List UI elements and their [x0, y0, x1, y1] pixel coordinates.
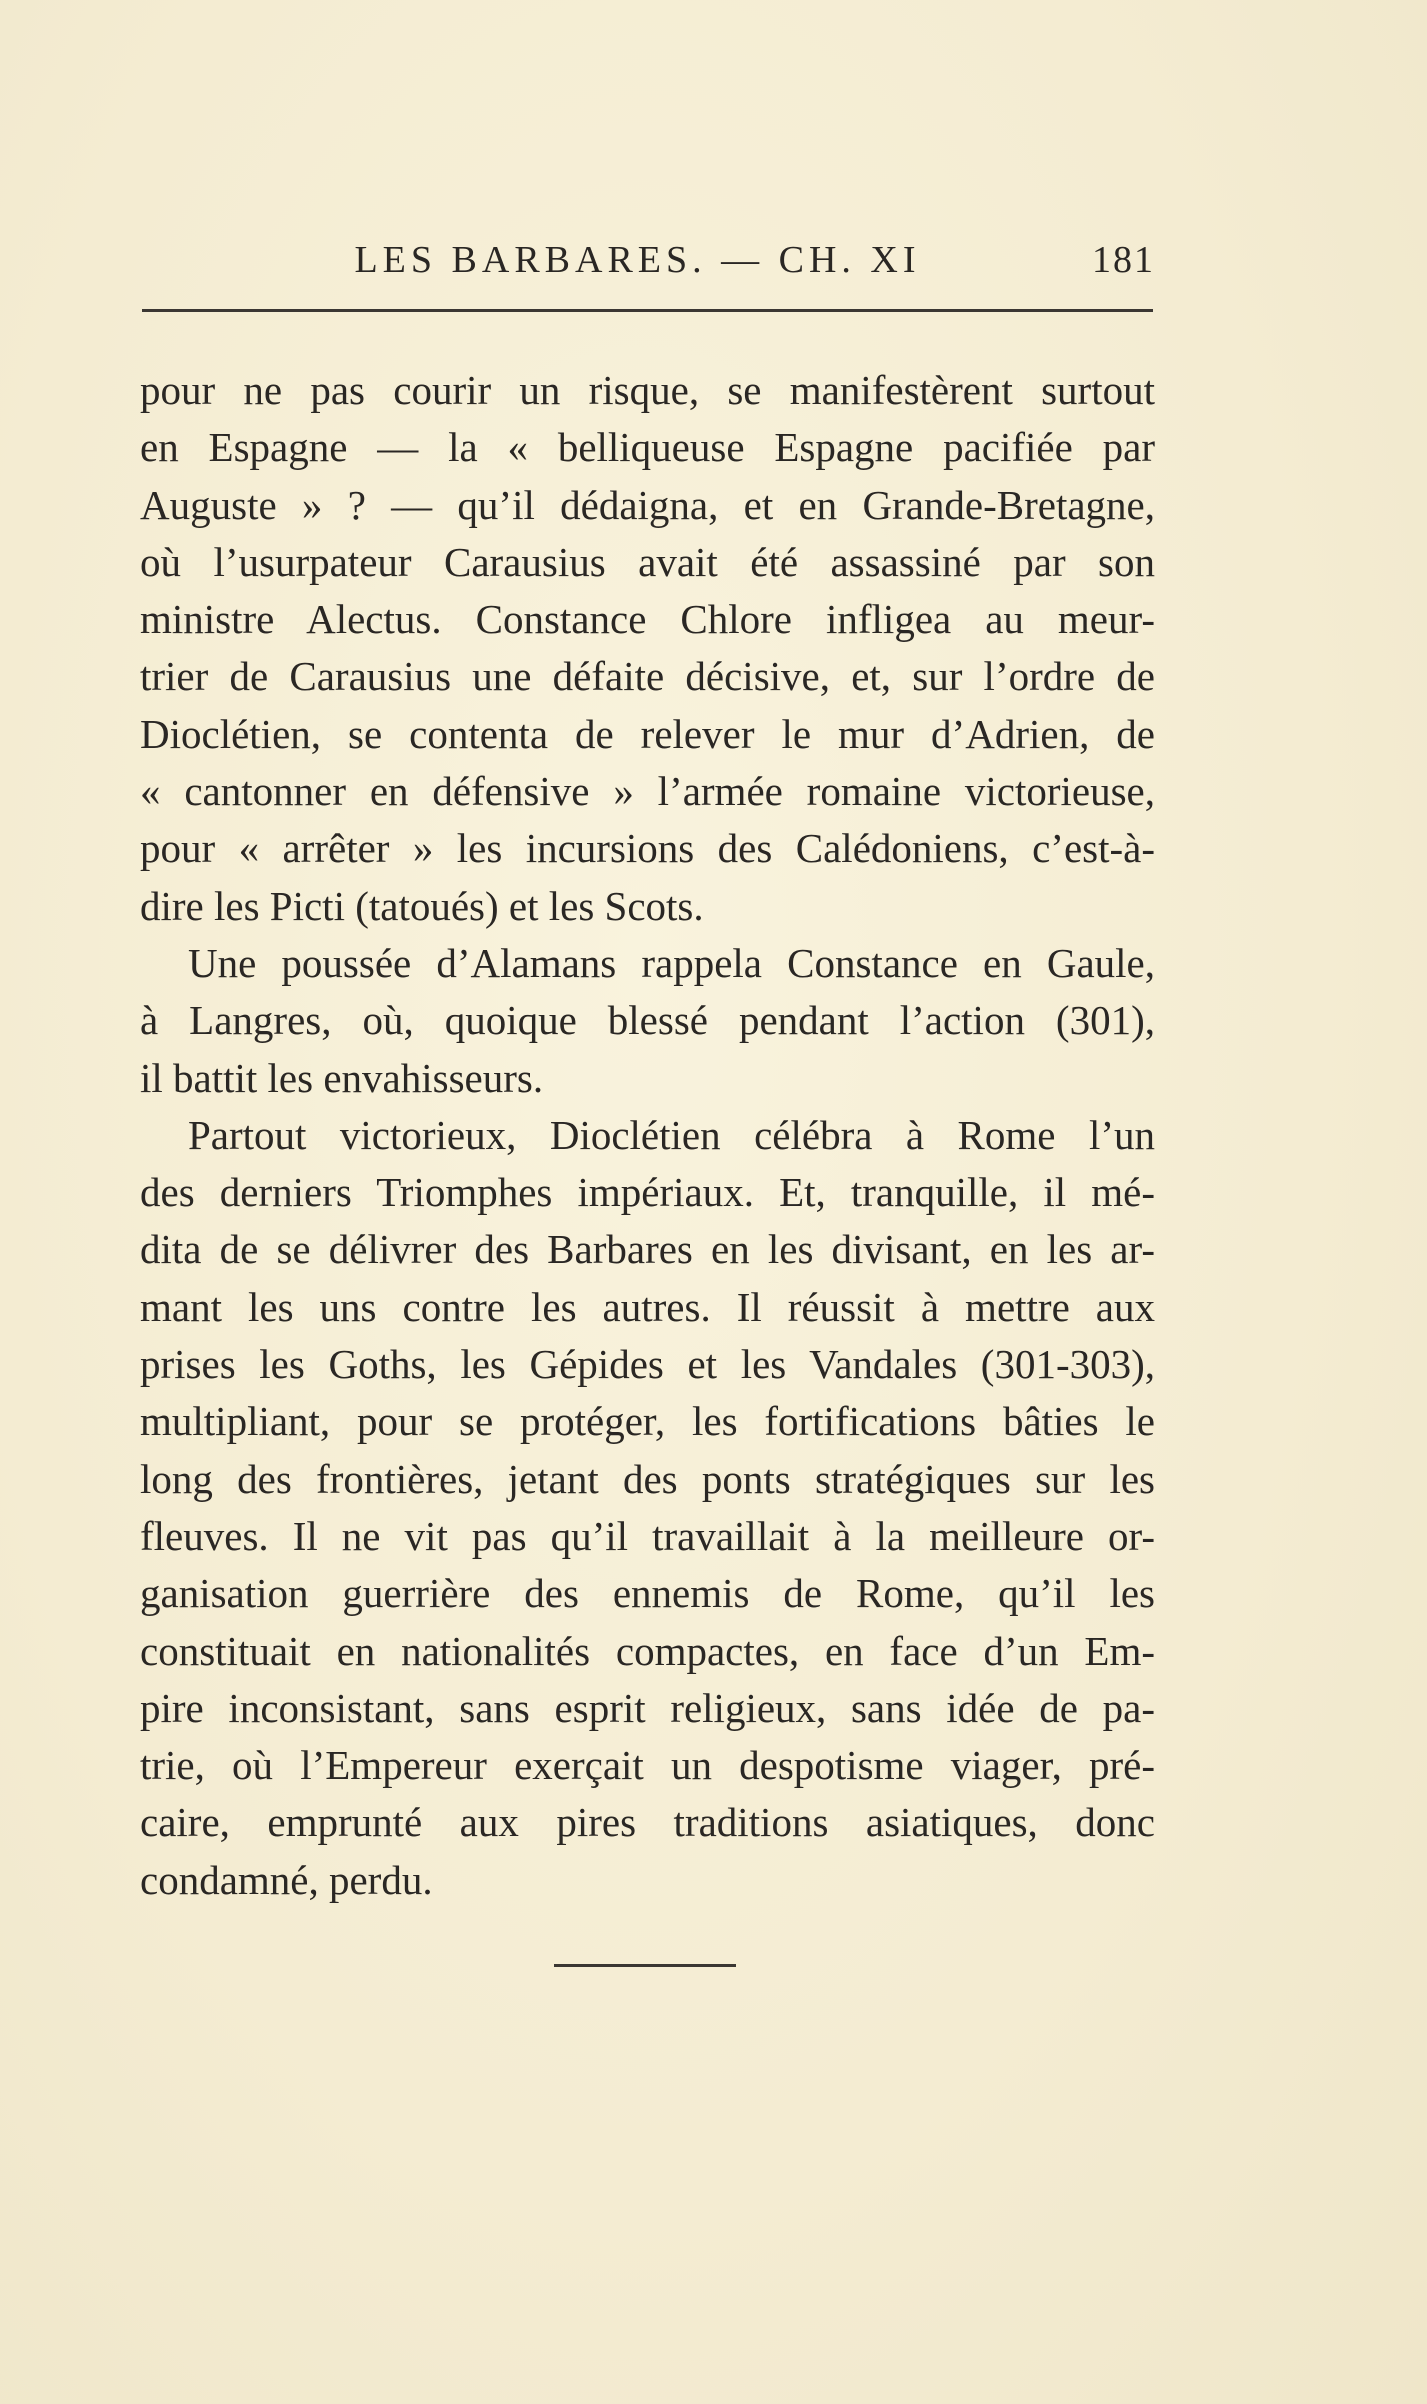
running-head-title: [140, 238, 1155, 282]
text-line: des derniers Triomphes impériaux. Et, tranquille, il mé-: [140, 1169, 1155, 1216]
text-line: pour ne pas courir un risque, se manifestèrent surtout: [140, 367, 1155, 413]
text-line: constituait en nationalités compactes, en face d’un Em-: [140, 1627, 1155, 1674]
text-line: ganisation guerrière des ennemis de Rome, qu’il les: [140, 1570, 1155, 1617]
text-line: mant les uns contre les autres. Il réussit à mettre aux: [140, 1283, 1155, 1330]
text-line: long des frontières, jetant des ponts stratégiques sur les: [140, 1455, 1155, 1502]
text-line: il battit les envahisseurs.: [140, 1054, 544, 1101]
body-text: [140, 362, 1155, 1909]
page-number: 181: [1092, 239, 1155, 281]
text-line: « cantonner en défensive » l’armée romaine victorieuse,: [140, 768, 1155, 815]
text-line: multipliant, pour se protéger, les fortifications bâties le: [140, 1398, 1155, 1445]
header-rule: [142, 309, 1153, 312]
text-line: Auguste » ? — qu’il dédaigna, et en Grande-Bretagne,: [140, 481, 1155, 528]
text-line: pour « arrêter » les incursions des Calédoniens, c’est-à-: [140, 825, 1155, 872]
text-line: trier de Carausius une défaite décisive, et, sur l’ordre de: [140, 653, 1155, 700]
text-line: ministre Alectus. Constance Chlore infligea au meur-: [140, 596, 1155, 643]
text-line: en Espagne — la « belliqueuse Espagne pacifiée par: [140, 424, 1155, 471]
text-line: condamné, perdu.: [140, 1856, 433, 1903]
text-line: trie, où l’Empereur exerçait un despotisme viager, pré-: [140, 1742, 1155, 1789]
text-line: où l’usurpateur Carausius avait été assassiné par son: [140, 538, 1155, 585]
text-line: à Langres, où, quoique blessé pendant l’action (301),: [140, 997, 1155, 1044]
running-head-title-text: LES BARBARES. — CH. XI: [354, 239, 921, 281]
paragraph-start-line: Partout victorieux, Dioclétien célébra à Rome l’un: [188, 1111, 1155, 1158]
text-line: caire, emprunté aux pires traditions asiatiques, donc: [140, 1799, 1155, 1846]
paragraph-start-line: Une poussée d’Alamans rappela Constance en Gaule,: [188, 939, 1155, 986]
text-line: prises les Goths, les Gépides et les Vandales (301-303),: [140, 1341, 1155, 1388]
text-line: Dioclétien, se contenta de relever le mur d’Adrien, de: [140, 710, 1155, 757]
chapter-end-rule: [554, 1964, 736, 1967]
text-line: dire les Picti (tatoués) et les Scots.: [140, 882, 704, 929]
text-line: fleuves. Il ne vit pas qu’il travaillait à la meilleure or-: [140, 1512, 1155, 1559]
running-head: [140, 238, 1155, 288]
text-line: pire inconsistant, sans esprit religieux, sans idée de pa-: [140, 1684, 1155, 1731]
text-line: dita de se délivrer des Barbares en les divisant, en les ar-: [140, 1226, 1155, 1273]
